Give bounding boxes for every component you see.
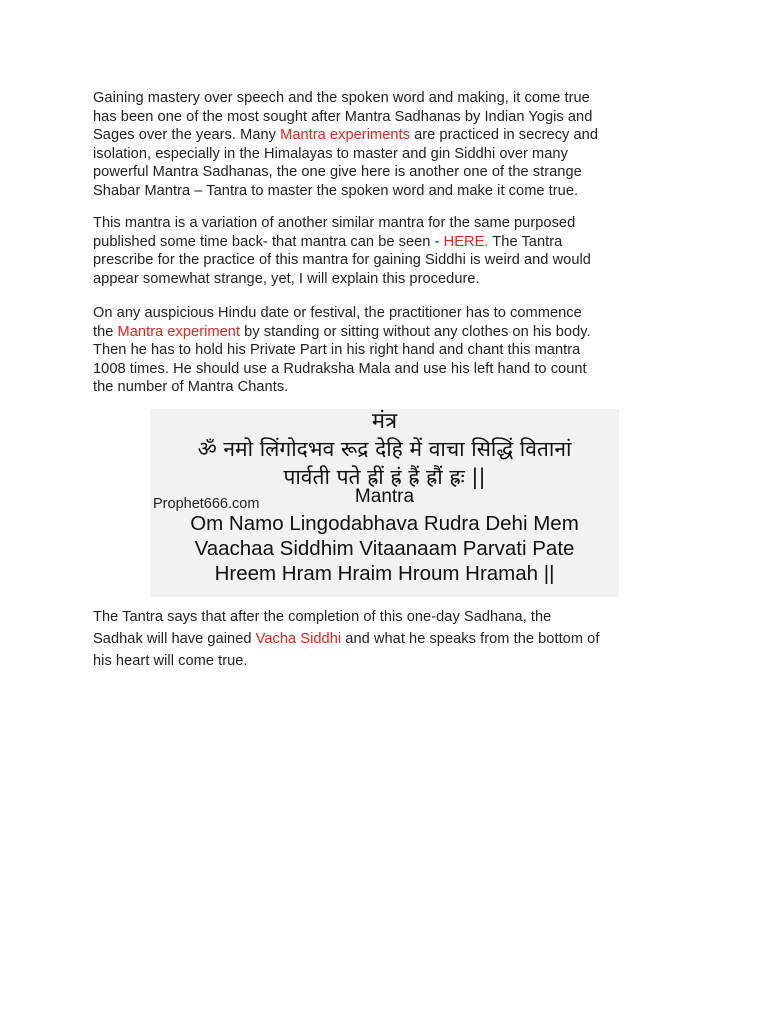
- text-line: isolation, especially in the Himalayas to master and gin Siddhi over many: [93, 145, 568, 162]
- text-segment: Sages over the years. Many: [93, 127, 281, 144]
- mantra-hindi-title: मंत्र: [371, 409, 398, 434]
- text-line: prescribe for the practice of this mantra for gaining Siddhi is weird and would: [93, 252, 591, 269]
- mantra-english-line-2: Vaachaa Siddhim Vitaanaam Parvati Pate: [194, 537, 575, 560]
- paragraph-variation: [93, 214, 681, 288]
- text-line: On any auspicious Hindu date or festival, the practitioner has to commence: [93, 305, 582, 321]
- paragraph-procedure: [93, 304, 681, 397]
- link-mantra-experiment[interactable]: Mantra experiment: [117, 323, 241, 340]
- text-segment: published some time back- that mantra can be seen -: [93, 233, 444, 250]
- image-watermark: Prophet666.com: [153, 496, 260, 512]
- mantra-english-line-1: Om Namo Lingodabhava Rudra Dehi Mem: [190, 512, 579, 535]
- mantra-english-title: Mantra: [354, 486, 415, 507]
- link-mantra-experiments[interactable]: Mantra experiments: [280, 127, 410, 144]
- text-segment: Sadhak will have gained: [93, 631, 256, 647]
- paragraph-conclusion: [93, 606, 681, 672]
- paragraph-intro: [93, 89, 681, 201]
- text-segment: and what he speaks from the bottom of: [341, 631, 600, 647]
- text-line: powerful Mantra Sadhanas, the one give here is another one of the strange: [93, 164, 582, 181]
- text-line: the number of Mantra Chants.: [93, 379, 289, 396]
- text-line: [93, 126, 681, 145]
- text-line: [93, 628, 681, 650]
- link-here[interactable]: HERE.: [443, 233, 489, 250]
- mantra-hindi-line-1: ॐ नमो लिंगोदभव रूद्र देहि में वाचा सिद्धिं वितानां: [197, 437, 572, 461]
- text-segment: The Tantra: [488, 233, 563, 250]
- text-line: Shabar Mantra – Tantra to master the spoken word and make it come true.: [93, 182, 579, 199]
- text-line: [93, 323, 681, 342]
- text-line: Gaining mastery over speech and the spoken word and making, it come true: [93, 90, 590, 106]
- text-segment: are practiced in secrecy and: [409, 127, 599, 144]
- text-segment: by standing or sitting without any clothes on his body.: [240, 323, 591, 340]
- mantra-english-line-3: Hreem Hram Hraim Hroum Hramah ||: [214, 562, 555, 585]
- text-line: Then he has to hold his Private Part in his right hand and chant this mantra: [93, 342, 581, 359]
- text-line: has been one of the most sought after Mantra Sadhanas by Indian Yogis and: [93, 108, 593, 125]
- mantra-image: [150, 409, 619, 597]
- text-line: The Tantra says that after the completion of this one-day Sadhana, the: [93, 609, 552, 625]
- text-line: 1008 times. He should use a Rudraksha Mala and use his left hand to count: [93, 360, 587, 377]
- text-line: his heart will come true.: [93, 653, 248, 669]
- text-line: This mantra is a variation of another similar mantra for the same purposed: [93, 215, 576, 231]
- mantra-hindi-line-2: पार्वती पते ह्रीं ह्रं ह्रैं ह्रौं ह्रः ||: [283, 465, 486, 489]
- text-segment: the: [93, 323, 118, 340]
- text-line: appear somewhat strange, yet, I will explain this procedure.: [93, 270, 480, 287]
- link-vacha-siddhi[interactable]: Vacha Siddhi: [255, 631, 342, 647]
- text-line: [93, 233, 681, 252]
